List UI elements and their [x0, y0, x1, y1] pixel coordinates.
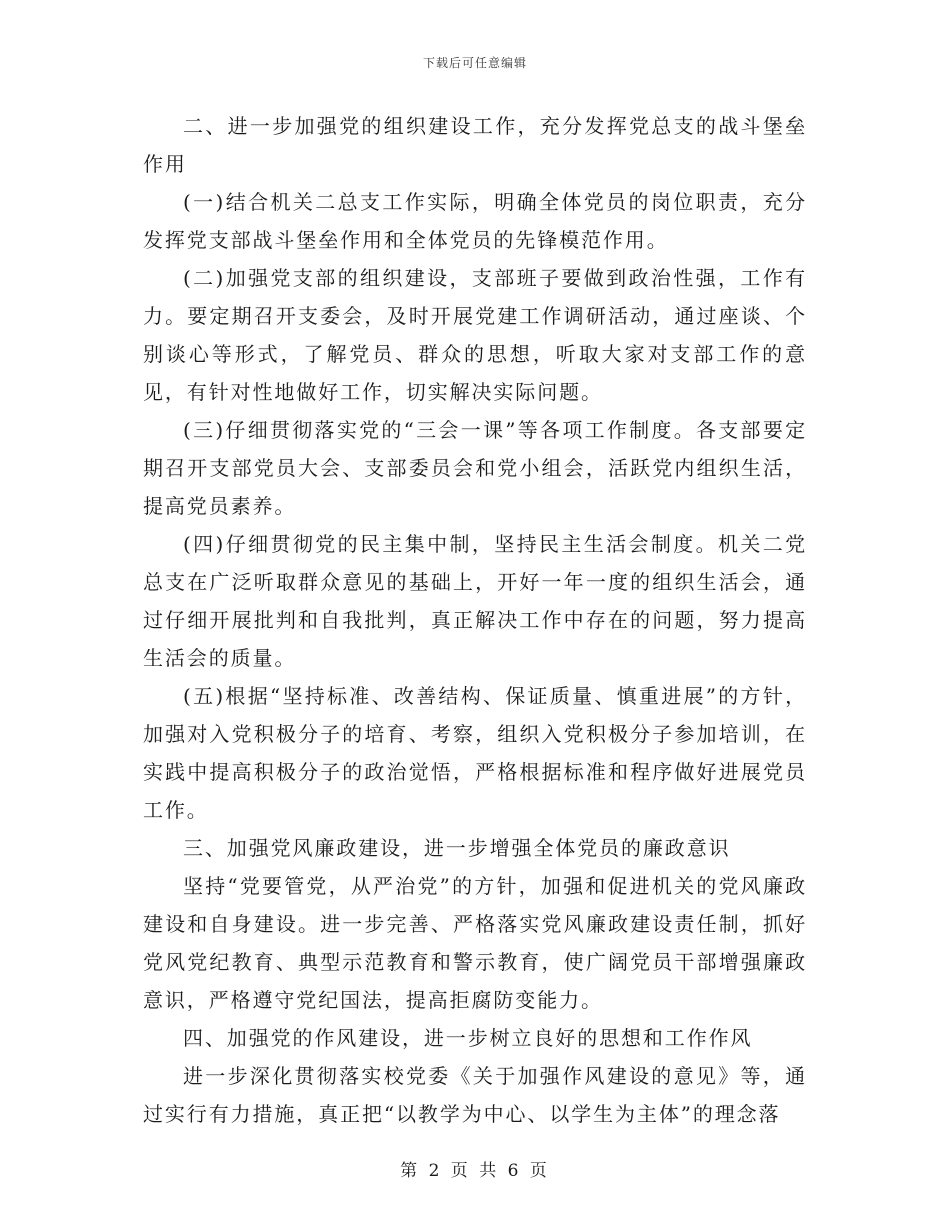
- paragraph-section-4: 进一步深化贯彻落实校党委《关于加强作风建设的意见》等，通过实行有力措施，真正把“以教学为中心、以学生为主体”的理念落: [143, 1064, 807, 1126]
- header-note: 下载后可任意编辑: [422, 56, 527, 70]
- paragraph-item-3: (三)仔细贯彻落实党的“三会一课”等各项工作制度。各支部要定期召开支部党员大会、支部委员会和党小组会，活跃党内组织生活，提高党员素养。: [143, 418, 807, 518]
- paragraph-section-3: 坚持“党要管党，从严治党”的方针，加强和促进机关的党风廉政建设和自身建设。进一步完善、严格落实党风廉政建设责任制，抓好党风党纪教育、典型示范教育和警示教育，使广阔党员干部增强廉政意识，严格遵守党纪国法，提高拒腐防变能力。: [143, 874, 807, 1012]
- paragraph-item-5: (五)根据“坚持标准、改善结构、保证质量、慎重进展”的方针，加强对入党积极分子的培育、考察，组织入党积极分子参加培训，在实践中提高积极分子的政治觉悟，严格根据标准和程序做好进展党员工作。: [143, 684, 807, 822]
- section-heading-4: 四、加强党的作风建设，进一步树立良好的思想和工作作风: [183, 1026, 753, 1050]
- paragraph-item-2: (二)加强党支部的组织建设，支部班子要做到政治性强，工作有力。要定期召开支委会，及时开展党建工作调研活动，通过座谈、个别谈心等形式，了解党员、群众的思想，听取大家对支部工作的意见，有针对性地做好工作，切实解决实际问题。: [143, 266, 807, 404]
- document-body: [143, 107, 807, 1133]
- paragraph-item-1: (一)结合机关二总支工作实际，明确全体党员的岗位职责，充分发挥党支部战斗堡垒作用和全体党员的先锋模范作用。: [143, 190, 807, 252]
- section-heading-2: 二、进一步加强党的组织建设工作，充分发挥党总支的战斗堡垒作用: [143, 114, 807, 176]
- page-number-footer: 第 2 页 共 6 页: [400, 1161, 550, 1181]
- section-heading-3: 三、加强党风廉政建设，进一步增强全体党员的廉政意识: [183, 836, 731, 860]
- paragraph-item-4: (四)仔细贯彻党的民主集中制，坚持民主生活会制度。机关二党总支在广泛听取群众意见的基础上，开好一年一度的组织生活会，通过仔细开展批判和自我批判，真正解决工作中存在的问题，努力提高生活会的质量。: [143, 532, 807, 670]
